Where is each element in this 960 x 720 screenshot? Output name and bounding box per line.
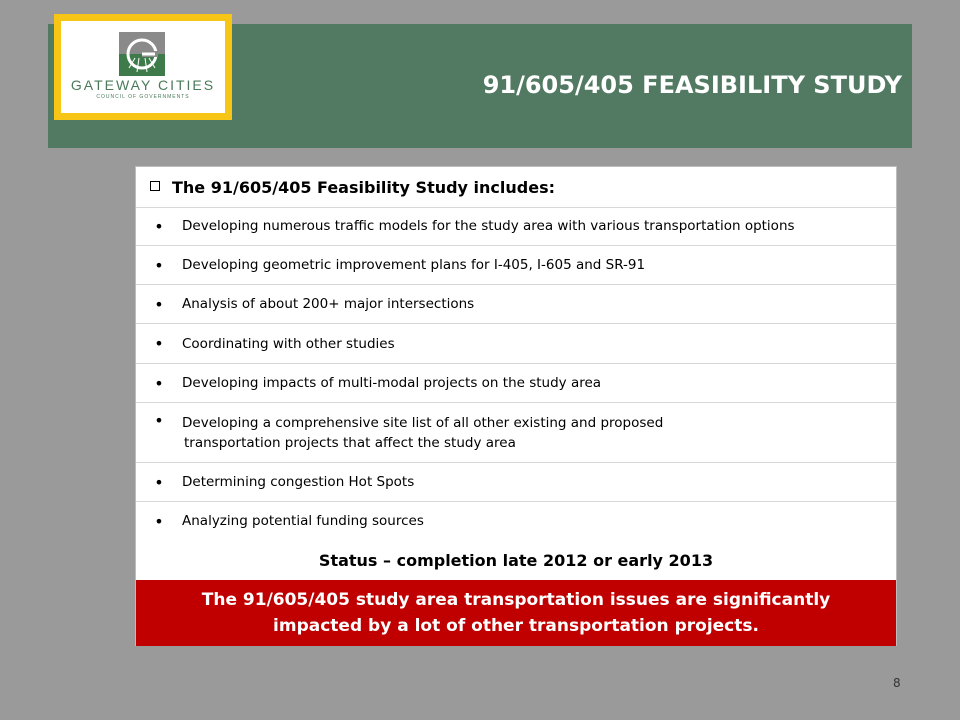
list-item bbox=[136, 285, 896, 324]
list-item bbox=[136, 246, 896, 285]
alert-line-1: The 91/605/405 study area transportation issues are significantly bbox=[201, 590, 831, 610]
list-item bbox=[136, 403, 896, 463]
list-item-continuation: transportation projects that affect the study area bbox=[184, 434, 516, 451]
list-item-text: Analyzing potential funding sources bbox=[182, 513, 424, 529]
list-item bbox=[136, 364, 896, 403]
bullet-icon: • bbox=[154, 294, 164, 314]
heading-text: The 91/605/405 Feasibility Study includes: bbox=[172, 177, 556, 197]
alert-box bbox=[136, 580, 896, 646]
alert-line-2: impacted by a lot of other transportation projects. bbox=[273, 616, 759, 636]
bullet-icon: • bbox=[154, 411, 164, 430]
list-item bbox=[136, 324, 896, 364]
gateway-cities-logo bbox=[54, 14, 232, 120]
list-item bbox=[136, 463, 896, 502]
list-item bbox=[136, 502, 896, 540]
list-item-text: Developing numerous traffic models for the study area with various transportation options bbox=[182, 218, 795, 234]
status-text: Status – completion late 2012 or early 2013 bbox=[318, 550, 714, 570]
bullet-icon: • bbox=[154, 216, 164, 236]
content-box bbox=[135, 166, 897, 646]
list-item-text: Coordinating with other studies bbox=[182, 335, 395, 352]
logo-text: GATEWAY CITIES bbox=[70, 77, 216, 93]
list-item-text: Developing geometric improvement plans for I-405, I-605 and SR-91 bbox=[182, 257, 646, 273]
bullet-icon: • bbox=[154, 511, 164, 531]
bullet-icon: • bbox=[154, 334, 164, 353]
list-item-text: Developing a comprehensive site list of all other existing and proposed bbox=[182, 414, 664, 431]
list-item-text: Determining congestion Hot Spots bbox=[182, 474, 415, 490]
bullet-icon: • bbox=[154, 373, 164, 393]
section-heading bbox=[136, 167, 896, 208]
page-number: 8 bbox=[893, 676, 901, 690]
bullet-icon: • bbox=[154, 472, 164, 492]
list-item bbox=[136, 207, 896, 246]
page-title: 91/605/405 FEASIBILITY STUDY bbox=[482, 71, 902, 99]
list-item-text: Analysis of about 200+ major intersections bbox=[182, 296, 475, 312]
bullet-icon: • bbox=[154, 255, 164, 275]
logo-subtext: COUNCIL OF GOVERNMENTS bbox=[96, 94, 190, 100]
list-item-text: Developing impacts of multi-modal projects on the study area bbox=[182, 375, 602, 391]
logo-g-icon bbox=[119, 32, 165, 76]
checkbox-bullet-icon bbox=[150, 181, 160, 191]
